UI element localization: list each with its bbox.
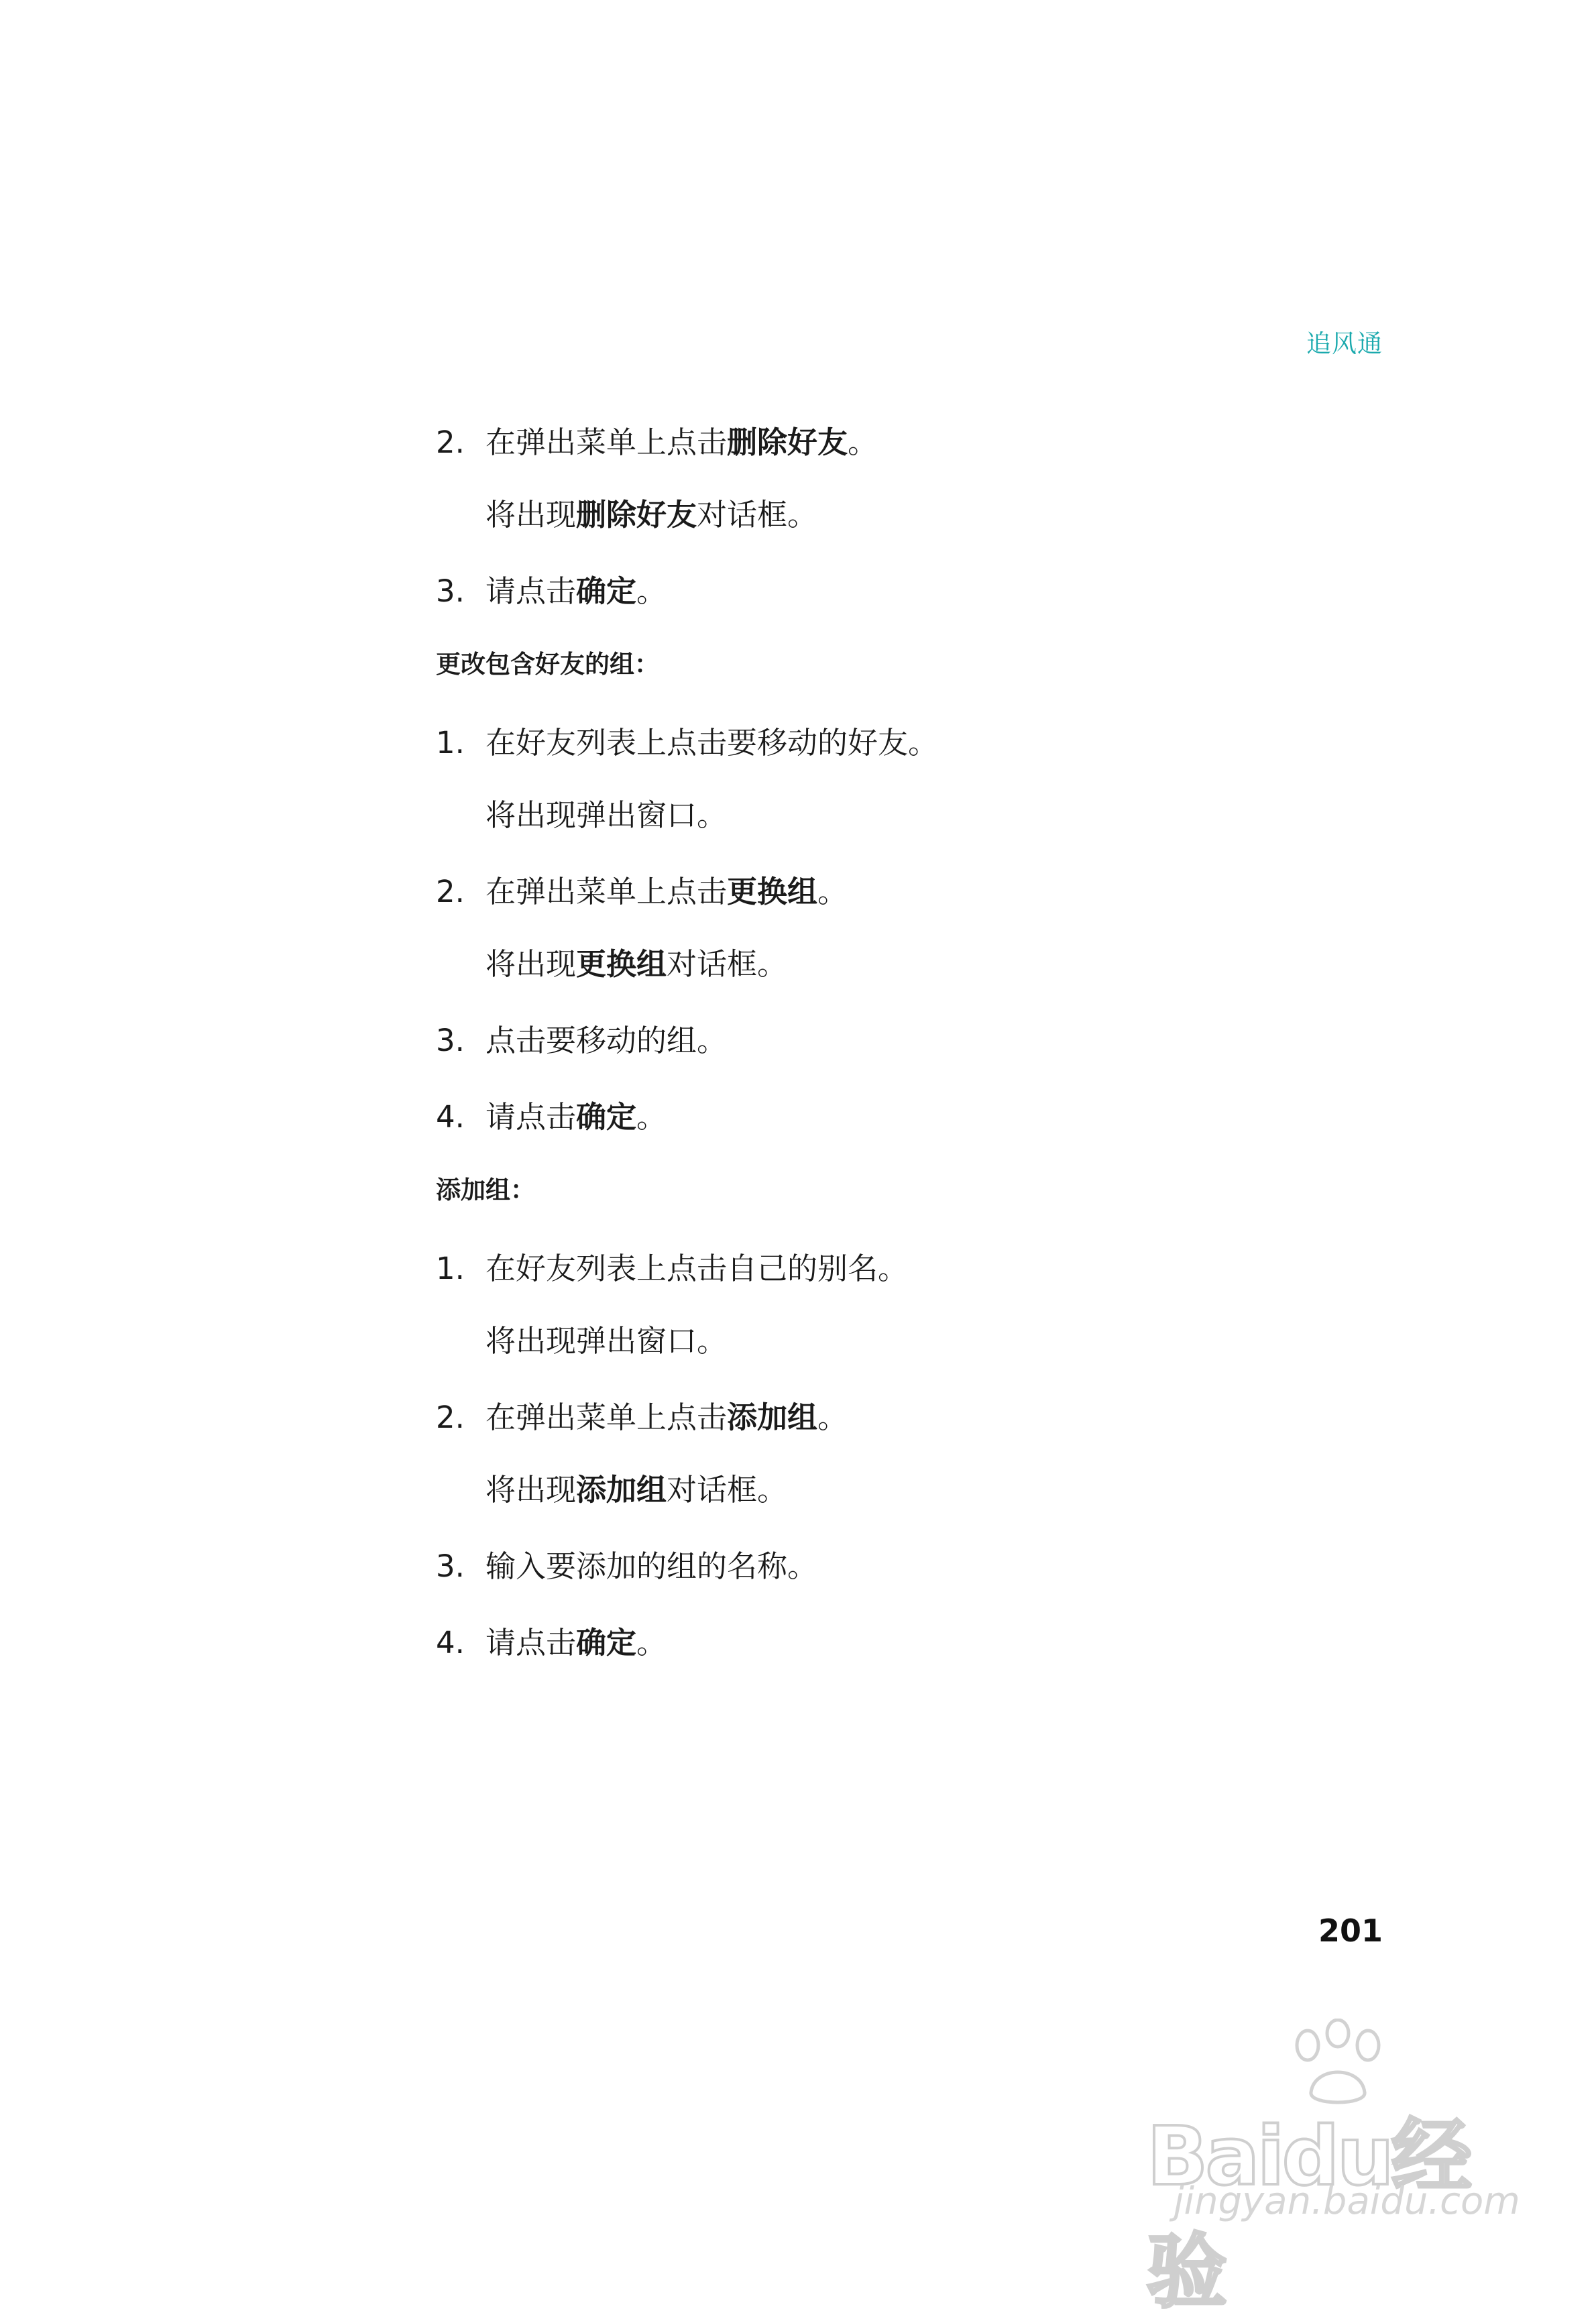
step-item xyxy=(436,1097,1388,1137)
step-number: 2. xyxy=(436,1400,465,1435)
step-text: 在好友列表上点击自己的别名。 xyxy=(486,1251,909,1286)
section-heading: 更改包含好友的组： xyxy=(436,650,659,679)
step-text: 请点击确定。 xyxy=(486,1099,667,1135)
step-number: 3. xyxy=(436,1548,465,1584)
step-result: 将出现弹出窗口。 xyxy=(486,797,728,833)
watermark-url: jingyan.baidu.com xyxy=(1174,2179,1520,2223)
step-item xyxy=(436,872,1388,912)
step-text: 输入要添加的组的名称。 xyxy=(486,1548,818,1584)
step-number: 4. xyxy=(436,1625,465,1660)
step-number: 1. xyxy=(436,1251,465,1286)
running-header: 追风通 xyxy=(1306,329,1383,358)
step-number: 3. xyxy=(436,573,465,609)
step-item xyxy=(436,1623,1388,1663)
step-result: 将出现添加组对话框。 xyxy=(486,1472,788,1508)
step-text: 在弹出菜单上点击删除好友。 xyxy=(486,424,878,460)
page-content xyxy=(436,422,1388,1699)
step-item xyxy=(436,1021,1388,1061)
step-number: 4. xyxy=(436,1099,465,1135)
step-item xyxy=(436,422,1388,463)
step-text: 请点击确定。 xyxy=(486,573,667,609)
step-item xyxy=(436,723,1388,763)
section-heading: 添加组： xyxy=(436,1176,535,1204)
step-result: 将出现删除好友对话框。 xyxy=(486,497,818,532)
ui-term: 更换组 xyxy=(727,874,818,909)
ui-term: 添加组 xyxy=(576,1472,667,1508)
step-text: 请点击确定。 xyxy=(486,1625,667,1660)
step-result: 将出现更换组对话框。 xyxy=(486,946,788,982)
step-number: 2. xyxy=(436,424,465,460)
ui-term: 删除好友 xyxy=(576,497,697,532)
page-number: 201 xyxy=(1318,1913,1383,1949)
step-result: 将出现弹出窗口。 xyxy=(486,1323,728,1359)
baidu-watermark xyxy=(1133,2019,1536,2319)
step-number: 3. xyxy=(436,1023,465,1058)
watermark-brand: Baidu经验 xyxy=(1147,2110,1469,2319)
step-item xyxy=(436,1398,1388,1438)
ui-term: 添加组 xyxy=(727,1400,818,1435)
step-text: 点击要移动的组。 xyxy=(486,1023,728,1058)
ui-term: 删除好友 xyxy=(727,424,848,460)
step-item xyxy=(436,571,1388,612)
step-text: 在弹出菜单上点击添加组。 xyxy=(486,1400,848,1435)
ui-term: 更换组 xyxy=(576,946,667,982)
step-item xyxy=(436,1546,1388,1587)
step-text: 在好友列表上点击要移动的好友。 xyxy=(486,725,939,760)
ui-term: 确定 xyxy=(576,573,637,609)
step-number: 1. xyxy=(436,725,465,760)
ui-term: 确定 xyxy=(576,1625,637,1660)
ui-term: 确定 xyxy=(576,1099,637,1135)
step-number: 2. xyxy=(436,874,465,909)
step-item xyxy=(436,1249,1388,1289)
step-text: 在弹出菜单上点击更换组。 xyxy=(486,874,848,909)
